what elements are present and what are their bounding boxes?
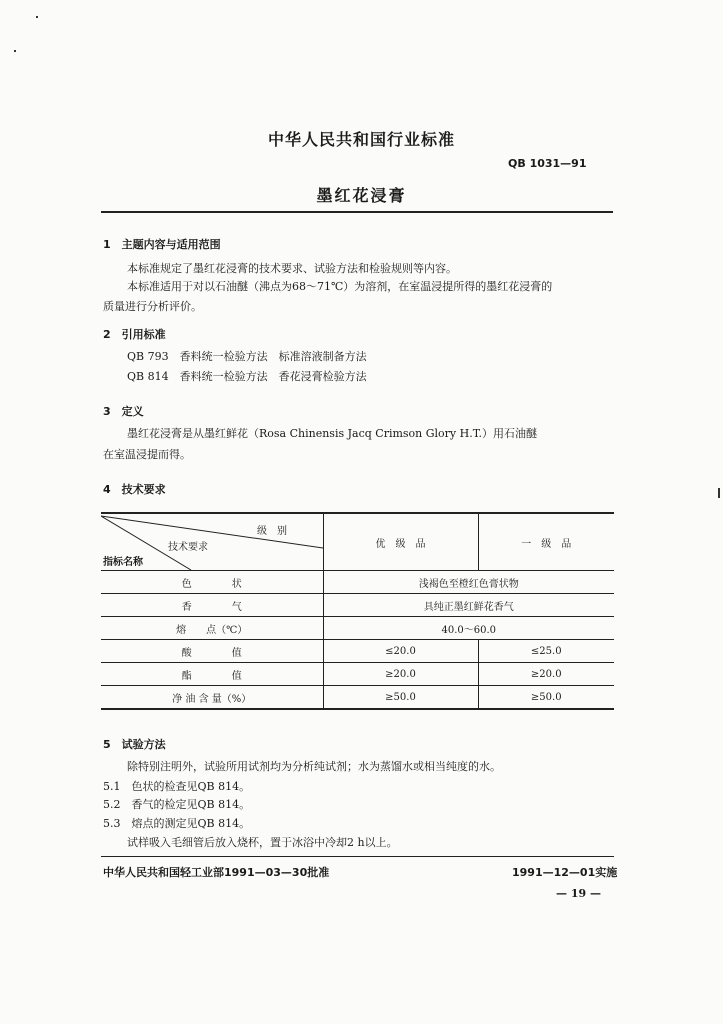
section-1-paragraph-2a: 本标准适用于对以石油醚（沸点为68～71℃）为溶剂，在室温浸提所得的墨红花浸膏的: [127, 280, 553, 293]
definition-line-1: 墨红花浸膏是从墨红鲜花（Rosa Chinensis Jacq Crimson Glory H.T.）用石油醚: [127, 427, 537, 440]
table-row: [101, 617, 614, 640]
row-name-acid-value: 酸 值: [101, 640, 323, 663]
row-name-ester-value: 酯 值: [101, 663, 323, 686]
row-name-melting-point: 熔 点（℃）: [101, 617, 323, 640]
row-value-ester-first: ≥20.0: [478, 663, 614, 686]
table-row: [101, 594, 614, 617]
row-value-acid-first: ≤25.0: [478, 640, 614, 663]
row-value-net-oil-premium: ≥50.0: [323, 686, 478, 709]
table-row: [101, 686, 614, 709]
row-name-odor: 香 气: [101, 594, 323, 617]
issuing-organization: 中华人民共和国行业标准: [267, 130, 455, 149]
row-name-net-oil: 净 油 含 量（%）: [101, 686, 323, 709]
footer-rule: [101, 856, 614, 857]
table-corner-cell: [101, 514, 323, 571]
row-value-ester-premium: ≥20.0: [323, 663, 478, 686]
scan-speck: [36, 16, 38, 18]
page-number: — 19 —: [556, 887, 601, 900]
section-4-heading: 4 技术要求: [103, 483, 166, 496]
header-col-first-grade: 一 级 品: [478, 514, 614, 571]
section-1-paragraph-2b: 质量进行分析评价。: [103, 300, 202, 313]
item-5-3-detail: 试样吸入毛细管后放入烧杯，置于冰浴中冷却2 h以上。: [127, 836, 398, 849]
table-row: [101, 640, 614, 663]
header-tech-label: 技术要求: [168, 542, 208, 553]
reference-qb793: QB 793 香料统一检验方法 标准溶液制备方法: [127, 350, 367, 363]
item-5-3: 5.3 熔点的测定见QB 814。: [103, 817, 251, 830]
row-value-color: 浅褐色至橙红色膏状物: [323, 571, 614, 594]
table-row: [101, 663, 614, 686]
row-value-odor: 具纯正墨红鲜花香气: [323, 594, 614, 617]
scan-speck: [718, 488, 720, 498]
section-1-heading: 1 主题内容与适用范围: [103, 238, 221, 251]
row-name-color: 色 状: [101, 571, 323, 594]
header-grade-label: 级 别: [257, 526, 287, 537]
row-value-melting-point: 40.0～60.0: [323, 617, 614, 640]
table-header-row: [101, 514, 614, 571]
implementation-date: 1991—12—01实施: [512, 866, 618, 879]
section-2-heading: 2 引用标准: [103, 328, 166, 341]
section-3-heading: 3 定义: [103, 405, 144, 418]
table-row: [101, 571, 614, 594]
header-index-label: 指标名称: [103, 557, 143, 568]
reference-qb814: QB 814 香料统一检验方法 香花浸膏检验方法: [127, 370, 367, 383]
scan-speck: [14, 50, 16, 52]
row-value-net-oil-first: ≥50.0: [530, 691, 562, 703]
section-1-paragraph-1: 本标准规定了墨红花浸膏的技术要求、试验方法和检验规则等内容。: [127, 262, 457, 275]
definition-line-2: 在室温浸提而得。: [103, 448, 191, 461]
technical-requirements-table: [101, 512, 614, 710]
item-5-1: 5.1 色状的检查见QB 814。: [103, 780, 251, 793]
header-col-premium: 优 级 品: [323, 514, 478, 571]
document-title: 墨红花浸膏: [316, 186, 407, 205]
title-rule: [101, 211, 613, 213]
item-5-2: 5.2 香气的检定见QB 814。: [103, 798, 251, 811]
standard-code: QB 1031—91: [508, 157, 587, 170]
row-value-acid-premium: ≤20.0: [323, 640, 478, 663]
section-5-paragraph: 除特别注明外，试验所用试剂均为分析纯试剂；水为蒸馏水或相当纯度的水。: [127, 760, 501, 773]
approval-date: 中华人民共和国轻工业部1991—03—30批准: [103, 866, 330, 879]
section-5-heading: 5 试验方法: [103, 738, 166, 751]
